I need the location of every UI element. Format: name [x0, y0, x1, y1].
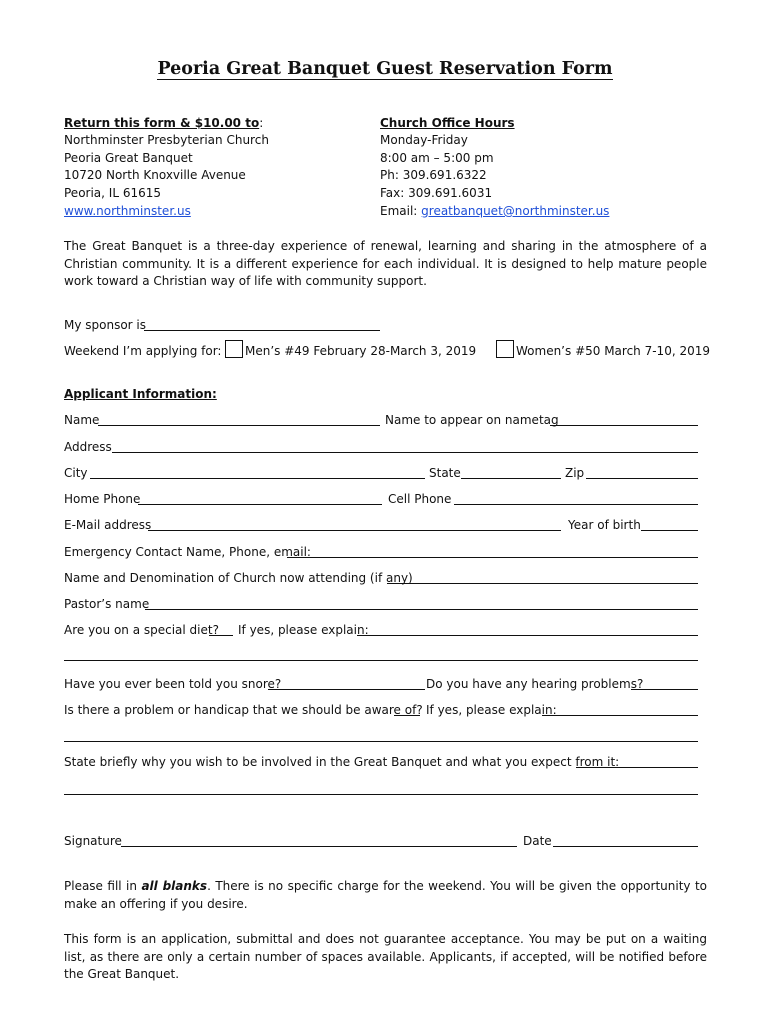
office-days: Monday-Friday	[380, 133, 468, 147]
why-field[interactable]	[576, 767, 698, 768]
why-label: State briefly why you wish to be involved in the Great Banquet and what you expect from it:	[64, 755, 620, 769]
handicap-label: Is there a problem or handicap that we should be aware of?	[64, 703, 423, 717]
email-link[interactable]: greatbanquet@northminster.us	[421, 204, 610, 218]
diet-explain-field-2[interactable]	[64, 660, 698, 661]
return-line-event: Peoria Great Banquet	[64, 151, 193, 165]
return-line-church: Northminster Presbyterian Church	[64, 133, 269, 147]
office-email: Email: greatbanquet@northminster.us	[380, 204, 610, 218]
name-field[interactable]	[98, 425, 380, 426]
cell-phone-field[interactable]	[454, 504, 698, 505]
return-line-street: 10720 North Knoxville Avenue	[64, 168, 246, 182]
acceptance-paragraph: This form is an application, submittal and does not guarantee acceptance. You may be put on a waiting list, as there are only a certain number of spaces available. Applicants, if accepted, will be notified before the Great Banquet.	[64, 932, 707, 981]
zip-label: Zip	[565, 466, 585, 480]
city-label: City	[64, 466, 88, 480]
why-field-2[interactable]	[64, 794, 698, 795]
diet-explain-field[interactable]	[357, 635, 698, 636]
diet-explain-label: If yes, please explain:	[238, 623, 369, 637]
name-label: Name	[64, 413, 100, 427]
sponsor-label: My sponsor is	[64, 318, 147, 332]
pastor-label: Pastor’s name	[64, 597, 150, 611]
diet-field[interactable]	[209, 635, 233, 636]
mens-weekend-checkbox[interactable]	[225, 340, 243, 358]
signature-field[interactable]	[121, 846, 517, 847]
state-label: State	[429, 466, 461, 480]
church-label: Name and Denomination of Church now attending (if any)	[64, 571, 413, 585]
birth-year-field[interactable]	[641, 530, 698, 531]
office-hours: 8:00 am – 5:00 pm	[380, 151, 494, 165]
date-field[interactable]	[553, 846, 698, 847]
nametag-field[interactable]	[550, 425, 698, 426]
handicap-explain-label: If yes, please explain:	[426, 703, 557, 717]
website-link[interactable]: www.northminster.us	[64, 204, 191, 218]
email-label: E-Mail address	[64, 518, 152, 532]
zip-field[interactable]	[586, 478, 698, 479]
womens-weekend-label: Women’s #50 March 7-10, 2019	[516, 344, 710, 358]
address-field[interactable]	[112, 452, 698, 453]
mens-weekend-label: Men’s #49 February 28-March 3, 2019	[245, 344, 477, 358]
office-hours-heading: Church Office Hours	[380, 116, 515, 130]
womens-weekend-checkbox[interactable]	[496, 340, 514, 358]
city-field[interactable]	[90, 478, 425, 479]
office-phone: Ph: 309.691.6322	[380, 168, 487, 182]
home-phone-field[interactable]	[138, 504, 382, 505]
intro-paragraph: The Great Banquet is a three-day experience of renewal, learning and sharing in the atmosphere of a Christian community. It is a different experience for each individual. It is designed to help mature people work toward a Christian way of life with community support.	[64, 239, 707, 288]
weekend-label: Weekend I’m applying for:	[64, 344, 222, 358]
hearing-label: Do you have any hearing problems?	[426, 677, 644, 691]
applicant-heading: Applicant Information:	[64, 387, 217, 401]
handicap-explain-field[interactable]	[542, 715, 698, 716]
cell-phone-label: Cell Phone	[388, 492, 452, 506]
state-field[interactable]	[461, 478, 561, 479]
hearing-field[interactable]	[631, 689, 698, 690]
home-phone-label: Home Phone	[64, 492, 141, 506]
emergency-label: Emergency Contact Name, Phone, email:	[64, 545, 311, 559]
diet-label: Are you on a special diet?	[64, 623, 219, 637]
form-title: Peoria Great Banquet Guest Reservation Form	[157, 59, 613, 79]
return-line-city: Peoria, IL 61615	[64, 186, 161, 200]
emergency-field[interactable]	[287, 557, 698, 558]
date-label: Date	[523, 834, 552, 848]
office-fax: Fax: 309.691.6031	[380, 186, 493, 200]
handicap-field[interactable]	[394, 715, 420, 716]
fill-blanks-paragraph: Please fill in all blanks. There is no specific charge for the weekend. You will be given the opportunity to make an offering if you desire.	[64, 879, 707, 911]
handicap-explain-field-2[interactable]	[64, 741, 698, 742]
snore-field[interactable]	[268, 689, 425, 690]
sponsor-field[interactable]	[144, 330, 380, 331]
return-heading: Return this form & $10.00 to:	[64, 116, 264, 130]
birth-year-label: Year of birth	[568, 518, 641, 532]
email-field[interactable]	[148, 530, 561, 531]
address-label: Address	[64, 440, 112, 454]
pastor-field[interactable]	[145, 609, 698, 610]
church-field[interactable]	[387, 583, 698, 584]
snore-label: Have you ever been told you snore?	[64, 677, 282, 691]
signature-label: Signature	[64, 834, 122, 848]
nametag-label: Name to appear on nametag	[385, 413, 559, 427]
